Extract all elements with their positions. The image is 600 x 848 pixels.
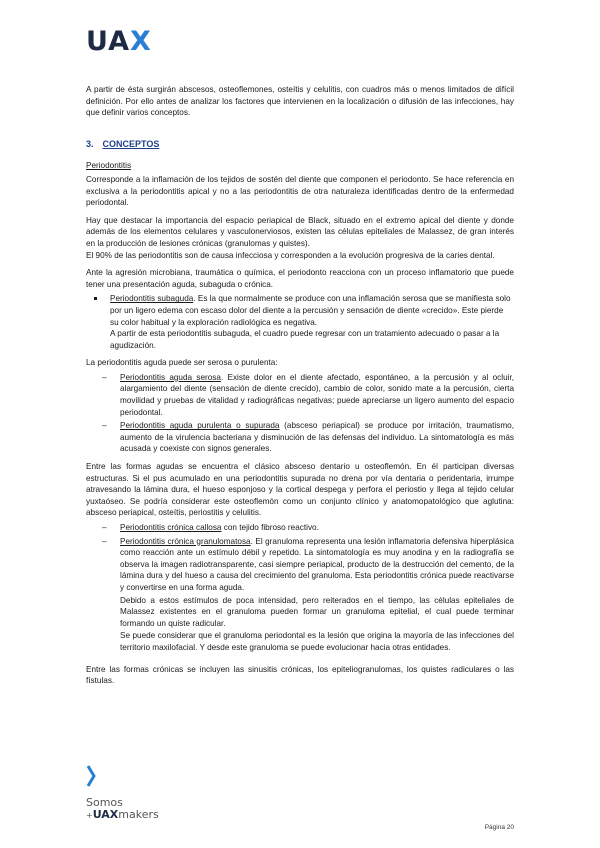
- uax-logo: [86, 28, 152, 55]
- subaguda-text: . Es la que normalmente se produce con una inflamación serosa que se manifiesta solo por un ligero edema con escaso dolor del diente a la percusión y sensación de diente «crecido». Este pierde su color habitual y la exploración radiológica es negativa.: [110, 294, 511, 327]
- cronica-granulomatosa-title: Periodontitis crónica granulomatosa: [120, 536, 251, 546]
- paragraph-5: Entre las formas agudas se encuentra el clásico absceso dentario u osteoflemón. En él participan diversas estructuras. Si el pus acumulado en una periodontitis supurada no drena por vía dentaria o peridentaria, irrumpe atravesando la lámina dura, el hueso esponjoso y la cortical despega y perfora el periostio y llega al tejido celular yuxtaóseo. Se podría considerar este osteoflemón como un conjunto clínico y anatomopatológico que aglutina: absceso periapical, osteítis, periostitis y celulitis.: [86, 462, 514, 518]
- footer-brand: [86, 797, 159, 822]
- section-heading: [86, 139, 514, 151]
- cronica-callosa-text: con tejido fibroso reactivo.: [221, 523, 319, 532]
- paragraph-1: Corresponde a la inflamación de los tejidos de sostén del diente que componen el periodonto. Se hace referencia en exclusiva a la periodontitis apical y no a las periodontitis de otra naturaleza identificadas dentro de la enfermedad periodontal.: [86, 174, 514, 208]
- logo-main: UA: [86, 26, 130, 57]
- granuloma-paragraph-2: Se puede considerar que el granuloma periodontal es la lesión que origina la mayoría de las infecciones del territorio maxilofacial. Y desde este granuloma se puede evolucionar hacia otras entidades.: [120, 631, 514, 652]
- paragraph-2b: El 90% de las periodontitis son de causa infecciosa y corresponden a la evolución progresiva de la caries dental.: [86, 250, 495, 260]
- list-item: [86, 420, 514, 455]
- cronica-list: [86, 522, 514, 654]
- aguda-serosa-title: Periodontitis aguda serosa: [120, 372, 221, 382]
- section-title: CONCEPTOS: [102, 138, 160, 149]
- granuloma-paragraph-1: Debido a estos estímulos de poca intensidad, pero reiterados en el tiempo, las células epiteliales de Malassez existentes en el granuloma pueden formar un granuloma epitelial, el cual puede terminar formando un quiste radicular.: [120, 595, 514, 628]
- dash-marker: –: [102, 372, 107, 382]
- subaguda-title: Periodontitis subaguda: [110, 294, 194, 304]
- subaguda-text-2: A partir de esta periodontitis subaguda, el cuadro puede regresar con un tratamiento adecuado o pasar a la agudización.: [110, 329, 500, 350]
- paragraph-2a: Hay que destacar la importancia del espacio periapical de Black, situado en el extremo apical del diente y donde además de los elementos celulares y vasculonerviosos, existen las células epiteliales de Malassez, de gran interés en la producción de lesiones crónicas (granulomas y quistes).: [86, 215, 514, 248]
- footer-brand-makers: makers: [118, 808, 159, 821]
- dash-marker: –: [102, 421, 107, 431]
- cronica-callosa-title: Periodontitis crónica callosa: [120, 523, 222, 532]
- aguda-purulenta-text: (absceso periapical) se produce por irritación, traumatismo, aumento de la virulencia bacteriana y disminución de las defensas del individuo. La sintomatología es más acusada y coexiste con signos generales.: [120, 421, 514, 454]
- aguda-serosa-text: . Existe dolor en el diente afectado, espontáneo, a la percusión y al ocluir, alargamiento del diente (sensación de diente crecido), cambio de color, sonido mate a la percusión, cierta movilidad y pruebas de vitalidad y radiográficas negativas; puede apreciarse un ligero aumento del espacio periodontal.: [120, 372, 514, 417]
- aguda-purulenta-title: Periodontitis aguda purulenta o supurada: [120, 421, 280, 431]
- list-item: [86, 522, 514, 534]
- footer-brand-prefix: +: [86, 811, 93, 820]
- aguda-list: [86, 372, 514, 455]
- paragraph-3: Ante la agresión microbiana, traumática o química, el periodonto reacciona con un proceso inflamatorio que puede tener una presentación aguda, subaguda o crónica.: [86, 268, 514, 289]
- list-item: [86, 372, 514, 418]
- list-item: [86, 536, 514, 654]
- section-number: 3.: [86, 138, 94, 149]
- paragraph-6: Entre las formas crónicas se incluyen las sinusitis crónicas, los epiteliogranulomas, los quistes radiculares o las fístulas.: [86, 664, 514, 686]
- footer-brand-uax: UAX: [92, 808, 119, 821]
- paragraph-4: La periodontitis aguda puede ser serosa o purulenta:: [86, 358, 278, 368]
- footer-somos: Somos: [86, 796, 123, 809]
- intro-paragraph: A partir de ésta surgirán abscesos, osteoflemones, osteítis y celulitis, con cuadros más o menos limitados de difícil definición. Por ello antes de analizar los factores que intervienen en la localización o difusión de las infecciones, hay que definir varios conceptos.: [86, 85, 514, 118]
- logo-accent: X: [130, 26, 152, 57]
- page-number: Página 20: [484, 824, 514, 831]
- page-content: [86, 84, 514, 687]
- subaguda-list: [86, 293, 514, 351]
- dash-marker: –: [102, 536, 107, 546]
- cronica-granulomatosa-text: . El granuloma representa una lesión inflamatoria defensiva hiperplásica como reacción ante un estímulo débil y repetido. La sintomatología es muy anodina y en la radiografía se observa la imagen radiotransparente, casi siempre periapical, producto de la destrucción del cemento, de la lámina dura y del hueso a causa del crecimiento del granuloma. Esta periodontitis crónica puede reactivarse y convertirse en una forma aguda.: [120, 536, 514, 592]
- subheading-periodontitis: Periodontitis: [86, 161, 132, 171]
- list-item: [86, 293, 514, 351]
- chevron-right-icon: [86, 764, 96, 788]
- dash-marker: –: [102, 523, 107, 532]
